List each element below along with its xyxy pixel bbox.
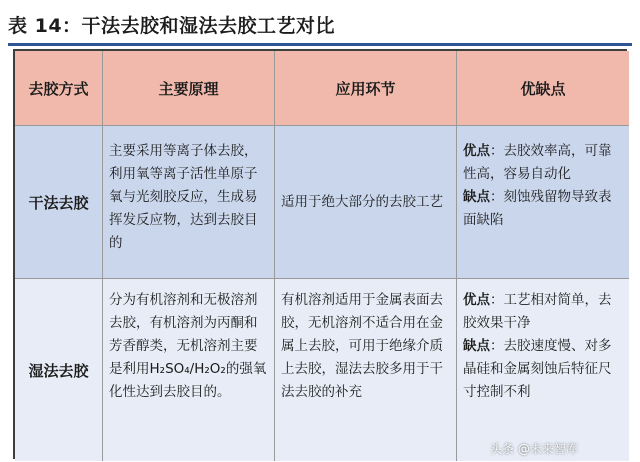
row-wet-cons [463,335,623,404]
pros-text: ：去胶效率高，可靠性高，容易自动化 [463,143,612,182]
principle-text-a: 分为有机溶剂和无极溶剂去胶，有机溶剂为丙酮和芳香醇类，无机溶剂主要是利用 [109,292,258,377]
cons-text: ：刻蚀残留物导致表面缺陷 [463,189,612,228]
row-wet-application: 有机溶剂适用于金属表面去胶，无机溶剂不适合用在金属上去胶，可用于绝缘介质上去胶，湿法去胶多用于干法去胶的补充 [275,279,457,461]
row-dry-principle: 主要采用等离子体去胶，利用氧等离子活性单原子氧与光刻胶反应，生成易挥发反应物，达到去胶目的 [103,126,275,279]
pros-text: ：工艺相对简单，去胶效果干净 [463,292,612,331]
principle-text-b: 的强氧化性达到去胶目的。 [109,361,267,400]
row-dry-application [275,126,457,279]
pros-label: 优点 [463,292,490,308]
row-wet-method: 湿法去胶 [15,279,103,461]
watermark-text: 头条 @未来智库 [490,441,578,456]
row-wet-pros [463,289,623,335]
comparison-table [13,49,627,459]
row-wet-pros-cons [457,279,629,461]
row-dry-cons [463,186,623,232]
table-title: 表 14：干法去胶和湿法去胶工艺对比 [8,14,336,37]
header-pros-cons: 优缺点 [457,51,629,126]
header-method: 去胶方式 [15,51,103,126]
row-dry-application-text: 适用于绝大部分的去胶工艺 [281,193,443,210]
title-underline [8,43,632,46]
watermark [486,438,582,458]
header-application: 应用环节 [275,51,457,126]
cons-text: ：去胶速度慢、对多晶硅和金属刻蚀后特征尺寸控制不利 [463,338,612,400]
row-dry-pros [463,140,623,186]
header-principle: 主要原理 [103,51,275,126]
cons-label: 缺点 [463,338,490,354]
row-dry-pros-cons [457,126,629,279]
cons-label: 缺点 [463,189,490,205]
row-wet-principle [103,279,275,461]
pros-label: 优点 [463,143,490,159]
principle-formula: H₂SO₄/H₂O₂ [149,361,226,377]
row-dry-method: 干法去胶 [15,126,103,279]
